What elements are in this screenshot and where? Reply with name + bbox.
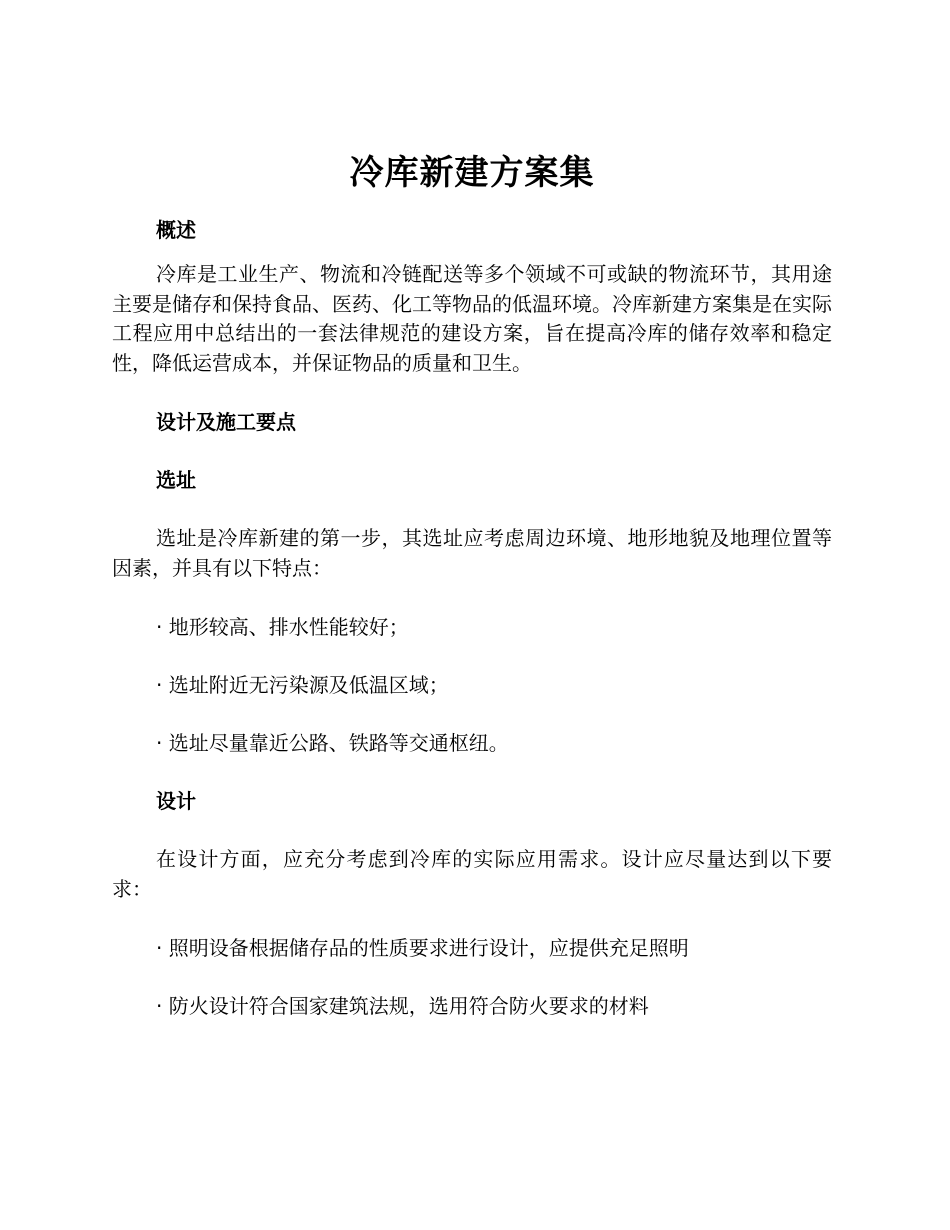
overview-paragraph: 冷库是工业生产、物流和冷链配送等多个领域不可或缺的物流环节，其用途主要是储存和保持食品、医药、化工等物品的低温环境。冷库新建方案集是在实际工程应用中总结出的一套法律规范的建设方案，旨在提高冷库的储存效率和稳定性，降低运营成本，并保证物品的质量和卫生。 (112, 262, 832, 375)
design-paragraph: 在设计方面，应充分考虑到冷库的实际应用需求。设计应尽量达到以下要求： (112, 847, 832, 901)
site-bullet-item: · 地形较高、排水性能较好； (156, 615, 409, 639)
site-bullet-item: · 选址附近无污染源及低温区域； (156, 673, 449, 697)
design-bullet-item: · 照明设备根据储存品的性质要求进行设计，应提供充足照明 (156, 936, 689, 960)
design-construction-heading: 设计及施工要点 (156, 410, 296, 434)
site-paragraph: 选址是冷库新建的第一步，其选址应考虑周边环境、地形地貌及地理位置等因素，并具有以下特点： (112, 526, 832, 580)
design-heading: 设计 (156, 789, 196, 813)
document-title: 冷库新建方案集 (349, 153, 595, 193)
document-page (112, 150, 832, 1020)
design-bullet-item: · 防火设计符合国家建筑法规，选用符合防火要求的材料 (156, 994, 649, 1018)
site-heading: 选址 (156, 468, 196, 492)
overview-heading: 概述 (156, 218, 196, 242)
site-bullet-item: · 选址尽量靠近公路、铁路等交通枢纽。 (156, 731, 509, 755)
